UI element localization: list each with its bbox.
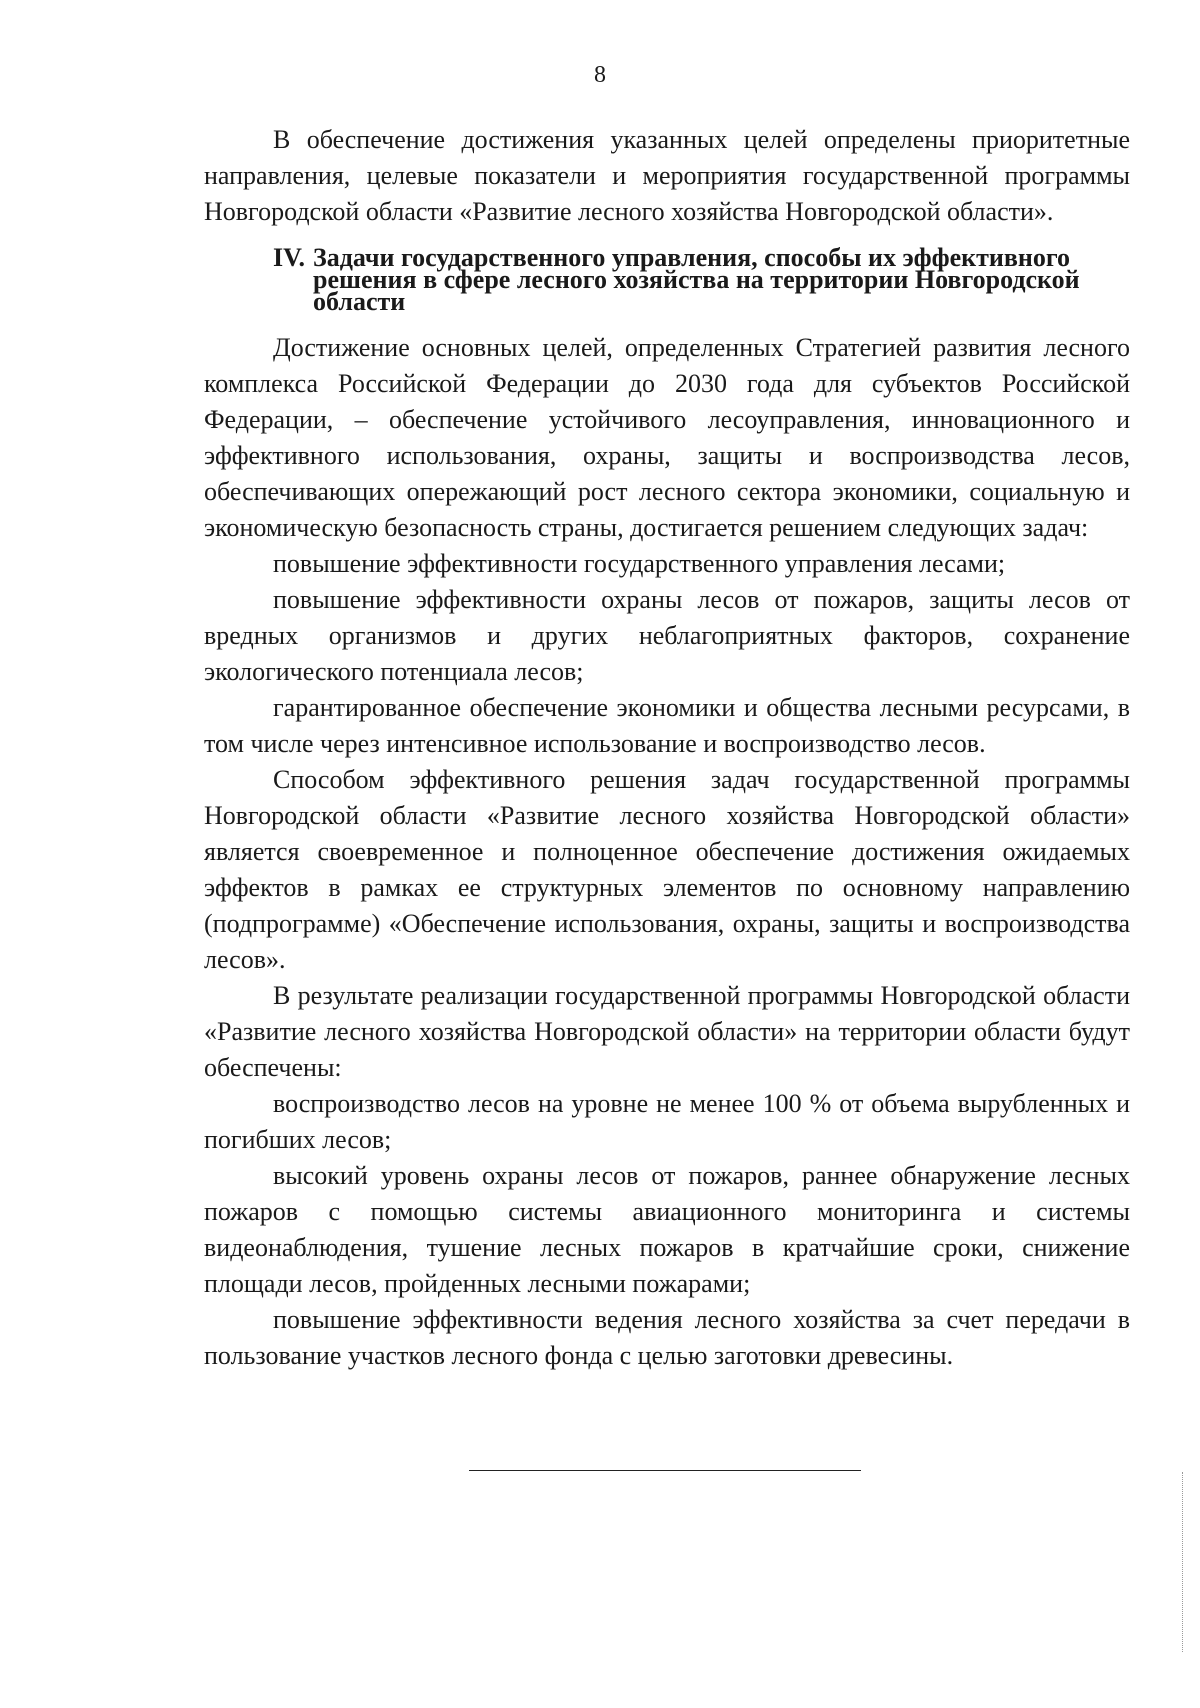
task-item: повышение эффективности государственного управления лесами; xyxy=(273,549,1006,578)
scan-edge-line xyxy=(1182,1472,1183,1652)
document-body xyxy=(204,122,1130,1374)
body-paragraph: Достижение основных целей, определенных Стратегией развития лесного комплекса Российской Федерации до 2030 года для субъектов Российской Федерации, – обеспечение устойчивого лесоуправления, инновационного и эффективного использования, охраны, защиты и воспроизводства лесов, обеспечивающих опережающий рост лесного сектора экономики, социальную и экономическую безопасность страны, достигается решением следующих задач: xyxy=(204,333,1130,542)
section-title: Задачи государственного управления, способы их эффективного решения в сфере лесного хозяйства на территории Новгородской области xyxy=(313,243,1080,316)
section-heading xyxy=(273,243,1130,316)
result-item: повышение эффективности ведения лесного хозяйства за счет передачи в пользование участков лесного фонда с целью заготовки древесины. xyxy=(204,1305,1130,1370)
end-of-text-rule xyxy=(469,1470,861,1471)
page-number: 8 xyxy=(594,62,606,88)
body-paragraph: В результате реализации государственной программы Новгородской области «Развитие лесного хозяйства Новгородской области» на территории области будут обеспечены: xyxy=(204,981,1130,1082)
section-number: IV. xyxy=(273,243,306,272)
intro-paragraph: В обеспечение достижения указанных целей определены приоритетные направления, целевые показатели и мероприятия государственной программы Новгородской области «Развитие лесного хозяйства Новгородской области». xyxy=(204,125,1130,226)
result-item: высокий уровень охраны лесов от пожаров, раннее обнаружение лесных пожаров с помощью системы авиационного мониторинга и системы видеонаблюдения, тушение лесных пожаров в кратчайшие сроки, снижение площади лесов, пройденных лесными пожарами; xyxy=(204,1161,1130,1298)
result-item: воспроизводство лесов на уровне не менее 100 % от объема вырубленных и погибших лесов; xyxy=(204,1089,1130,1154)
task-item: повышение эффективности охраны лесов от пожаров, защиты лесов от вредных организмов и других неблагоприятных факторов, сохранение экологического потенциала лесов; xyxy=(204,585,1130,686)
task-item: гарантированное обеспечение экономики и общества лесными ресурсами, в том числе через интенсивное использование и воспроизводство лесов. xyxy=(204,693,1130,758)
body-paragraph: Способом эффективного решения задач государственной программы Новгородской области «Развитие лесного хозяйства Новгородской области» является своевременное и полноценное обеспечение достижения ожидаемых эффектов в рамках ее структурных элементов по основному направлению (подпрограмме) «Обеспечение использования, охраны, защиты и воспроизводства лесов». xyxy=(204,765,1130,974)
